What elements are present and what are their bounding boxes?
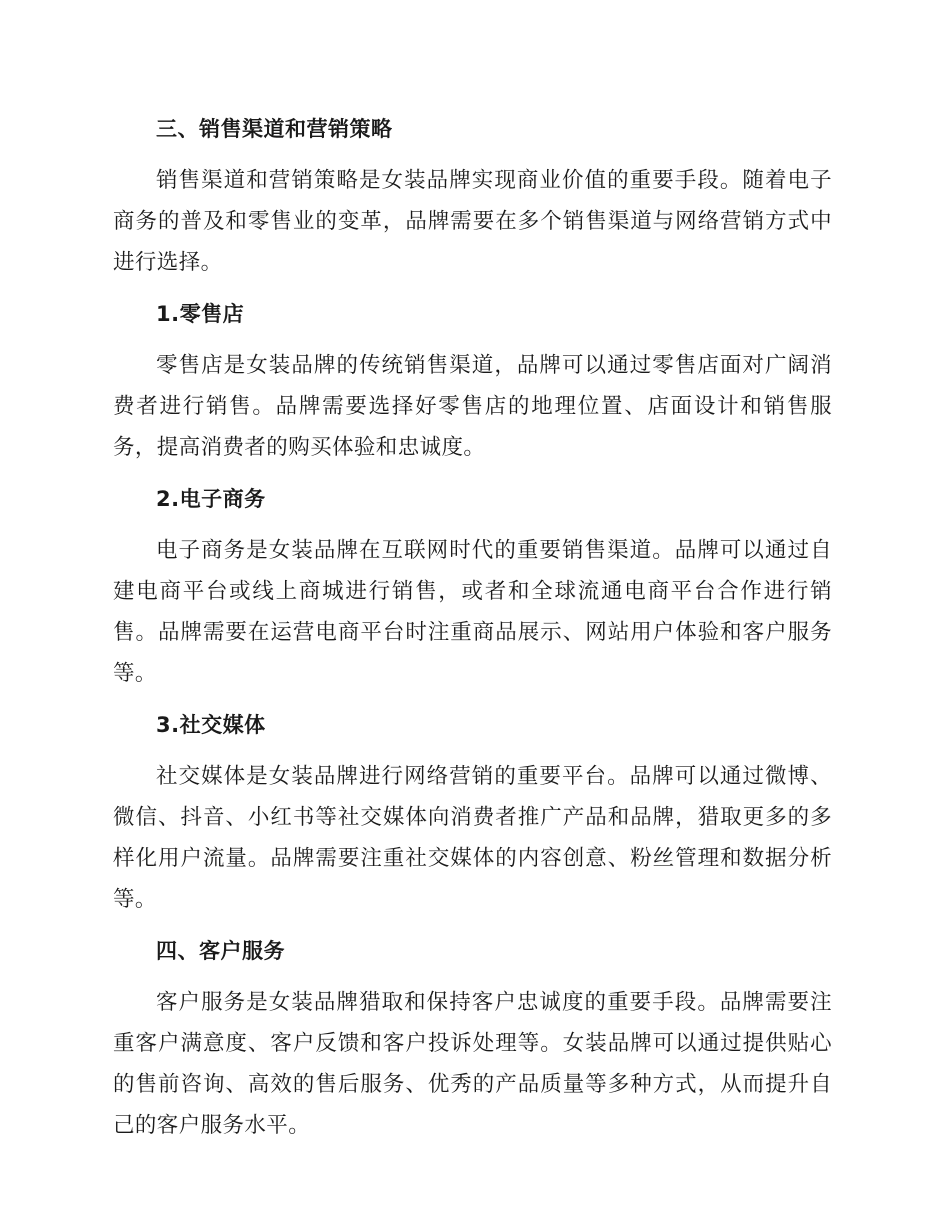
paragraph-sales-channels-intro: 销售渠道和营销策略是女装品牌实现商业价值的重要手段。随着电子商务的普及和零售业的变革，品牌需要在多个销售渠道与网络营销方式中进行选择。 (113, 168, 832, 275)
subheading-retail-store: 1.零售店 (156, 302, 245, 326)
section-heading-customer-service: 四、客户服务 (156, 939, 285, 963)
section-heading-sales-channels: 三、销售渠道和营销策略 (156, 117, 393, 141)
paragraph-retail-store: 零售店是女装品牌的传统销售渠道，品牌可以通过零售店面对广阔消费者进行销售。品牌需要选择好零售店的地理位置、店面设计和销售服务，提高消费者的购买体验和忠诚度。 (113, 353, 832, 460)
paragraph-customer-service: 客户服务是女装品牌猎取和保持客户忠诚度的重要手段。品牌需要注重客户满意度、客户反馈和客户投诉处理等。女装品牌可以通过提供贴心的售前咨询、高效的售后服务、优秀的产品质量等多种方式，从而提升自己的客户服务水平。 (113, 990, 832, 1138)
subheading-social-media: 3.社交媒体 (156, 713, 266, 737)
paragraph-social-media: 社交媒体是女装品牌进行网络营销的重要平台。品牌可以通过微博、微信、抖音、小红书等社交媒体向消费者推广产品和品牌，猎取更多的多样化用户流量。品牌需要注重社交媒体的内容创意、粉丝管理和数据分析等。 (113, 764, 832, 912)
subheading-e-commerce: 2.电子商务 (156, 487, 266, 511)
paragraph-e-commerce: 电子商务是女装品牌在互联网时代的重要销售渠道。品牌可以通过自建电商平台或线上商城进行销售，或者和全球流通电商平台合作进行销售。品牌需要在运营电商平台时注重商品展示、网站用户体验和客户服务等。 (113, 538, 832, 686)
